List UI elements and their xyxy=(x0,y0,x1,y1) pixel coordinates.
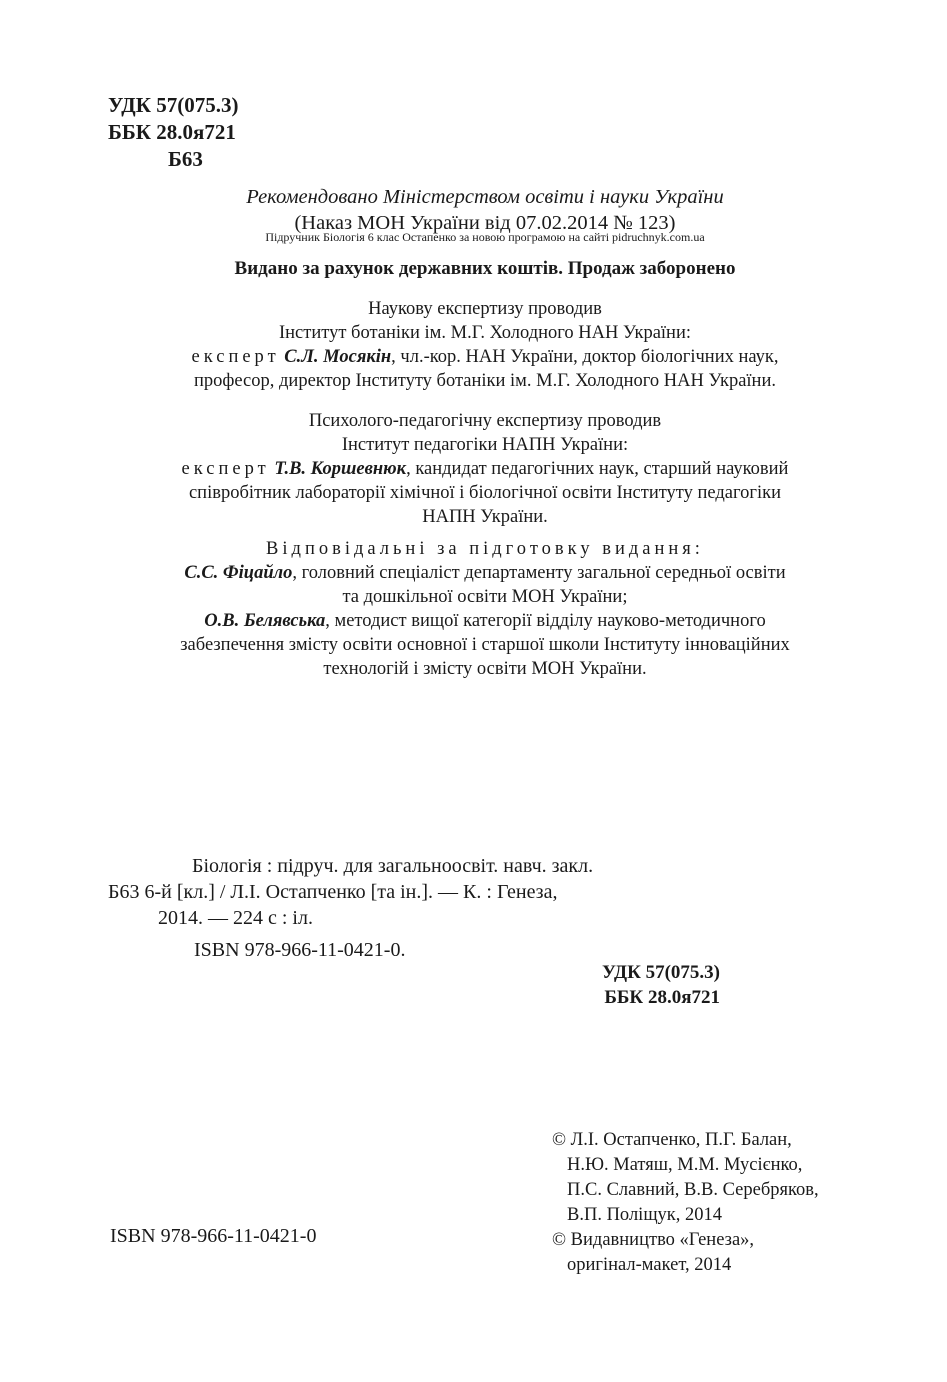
expert-line xyxy=(60,345,910,369)
responsible-heading: Відповідальні за підготовку видання: xyxy=(266,539,704,559)
expertise-institute: Інститут ботаніки ім. М.Г. Холодного НАН України: xyxy=(278,323,691,343)
responsible-person-line xyxy=(60,609,910,633)
responsible-person-line xyxy=(60,561,910,585)
expert-details: , кандидат педагогічних наук, старший науковий xyxy=(406,459,789,479)
expert-name: Т.В. Коршевнюк xyxy=(274,459,407,479)
isbn-bottom: ISBN 978-966-11-0421-0 xyxy=(110,1225,317,1247)
copyright-line: оригінал-макет, 2014 xyxy=(567,1255,732,1275)
scientific-expertise-block xyxy=(60,297,910,393)
udk-block-top xyxy=(108,92,238,173)
expert-name: С.Л. Мосякін xyxy=(284,347,392,367)
biblio-code: Б63 xyxy=(108,881,140,903)
responsible-person-line: та дошкільної освіти МОН України; xyxy=(342,587,628,607)
copyright-line: © Л.І. Остапченко, П.Г. Балан, xyxy=(552,1130,792,1150)
biblio-author-line xyxy=(108,879,593,905)
expert-details-line: професор, директор Інституту ботаніки ім. М.Г. Холодного НАН України. xyxy=(193,371,776,391)
expert-details: , чл.-кор. НАН України, доктор біологічних наук, xyxy=(391,347,779,367)
responsible-person-line: забезпечення змісту освіти основної і старшої школи Інституту інноваційних xyxy=(180,635,790,655)
udk-code: УДК 57(075.3) xyxy=(601,962,720,983)
copyright-line: В.П. Поліщук, 2014 xyxy=(567,1205,723,1225)
expert-details-line: НАПН України. xyxy=(422,507,548,527)
udk-block-bottom xyxy=(602,960,720,1010)
expertise-heading: Психолого-педагогічну експертизу проводив xyxy=(308,411,662,431)
copyright-line: П.С. Славний, В.В. Серебряков, xyxy=(567,1180,819,1200)
copyright-block xyxy=(552,1128,819,1278)
watermark-text: Підручник Біологія 6 клас Остапенко за новою програмою на сайті pidruchnyk.com.ua xyxy=(265,230,705,244)
expert-line xyxy=(60,457,910,481)
pedagogical-expertise-block xyxy=(60,409,910,529)
bbk-code: ББК 28.0я721 xyxy=(604,987,720,1008)
expertise-institute: Інститут педагогіки НАПН України: xyxy=(341,435,629,455)
expertise-heading: Наукову експертизу проводив xyxy=(368,299,602,319)
biblio-isbn: ISBN 978-966-11-0421-0. xyxy=(194,939,406,961)
responsible-person-name: С.С. Фіцайло xyxy=(184,563,293,583)
responsible-person-role: , головний спеціаліст департаменту загальної середньої освіти xyxy=(292,563,786,583)
expert-label: експерт xyxy=(191,347,280,367)
responsible-person-name: О.В. Белявська xyxy=(204,611,326,631)
udk-code: УДК 57(075.3) xyxy=(108,93,239,117)
biblio-title-line: Біологія : підруч. для загальноосвіт. навч. закл. xyxy=(192,855,594,877)
copyright-line: Н.Ю. Матяш, М.М. Мусієнко, xyxy=(567,1155,803,1175)
recommendation-line: Рекомендовано Міністерством освіти і науки України xyxy=(246,186,724,208)
copyright-line: © Видавництво «Генеза», xyxy=(552,1230,755,1250)
biblio-year-line: 2014. — 224 с : іл. xyxy=(158,907,313,929)
responsible-block xyxy=(60,537,910,681)
responsible-person-line: технологій і змісту освіти МОН України. xyxy=(323,659,647,679)
order-line: (Наказ МОН України від 07.02.2014 № 123) xyxy=(294,212,676,234)
expert-details-line: співробітник лабораторії хімічної і біологічної освіти Інституту педагогіки xyxy=(188,483,782,503)
issued-notice: Видано за рахунок державних коштів. Продаж заборонено xyxy=(234,258,736,279)
author-mark: Б63 xyxy=(168,147,203,171)
biblio-authors: 6-й [кл.] / Л.І. Остапченко [та ін.]. — К. : Генеза, xyxy=(144,881,558,903)
bbk-code: ББК 28.0я721 xyxy=(108,120,236,144)
expert-label: експерт xyxy=(181,459,270,479)
recommendation-block xyxy=(60,184,910,236)
bibliographic-record xyxy=(108,853,593,963)
responsible-person-role: , методист вищої категорії відділу науково-методичного xyxy=(325,611,766,631)
